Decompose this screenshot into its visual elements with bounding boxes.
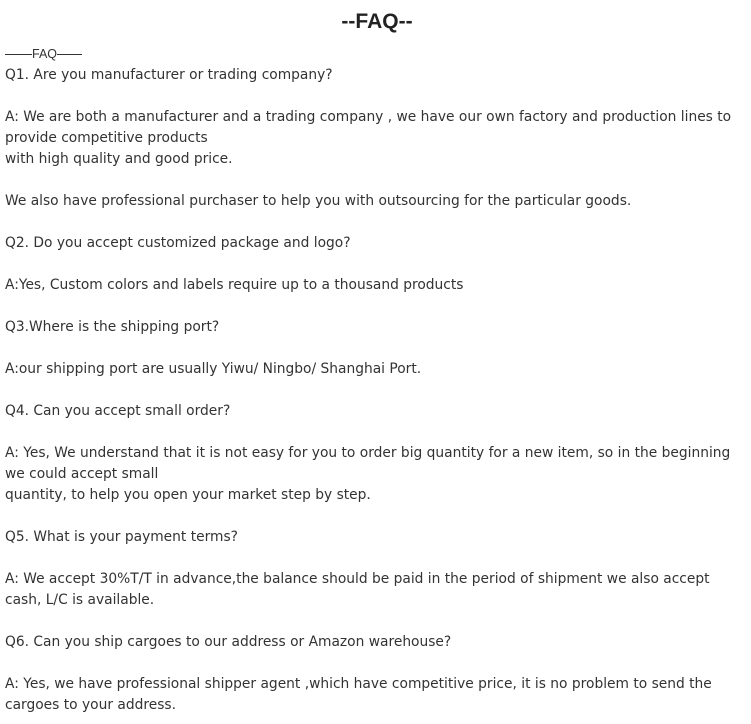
spacer — [5, 653, 749, 674]
faq-answer-5: A: We accept 30%T/T in advance,the balance should be paid in the period of shipment we also accept cash, L/C is available. — [5, 571, 710, 608]
faq-question-4: Q4. Can you accept small order? — [5, 403, 231, 419]
page-title: --FAQ-- — [341, 10, 413, 33]
label-rule-right — [57, 54, 82, 55]
faq-question-5: Q5. What is your payment terms? — [5, 529, 238, 545]
spacer — [5, 380, 749, 401]
spacer — [5, 548, 749, 569]
faq-answer-4-line-2: quantity, to help you open your market step by step. — [5, 487, 371, 503]
faq-question-6: Q6. Can you ship cargoes to our address or Amazon warehouse? — [5, 634, 452, 650]
faq-answer-6: A: Yes, we have professional shipper agent ,which have competitive price, it is no problem to send the cargoes to your address. — [5, 676, 712, 713]
faq-question-1: Q1. Are you manufacturer or trading company? — [5, 67, 333, 83]
faq-answer-1-line-1: A: We are both a manufacturer and a trading company , we have our own factory and production lines to provide competitive products — [5, 109, 732, 146]
spacer — [5, 296, 749, 317]
spacer — [5, 338, 749, 359]
faq-question-2: Q2. Do you accept customized package and logo? — [5, 235, 351, 251]
faq-label-text: FAQ — [32, 47, 58, 61]
spacer — [5, 611, 749, 632]
faq-page — [5, 0, 749, 716]
spacer — [5, 212, 749, 233]
spacer — [5, 170, 749, 191]
spacer — [5, 254, 749, 275]
spacer — [5, 86, 749, 107]
faq-answer-2: A:Yes, Custom colors and labels require up to a thousand products — [5, 277, 464, 293]
spacer — [5, 422, 749, 443]
faq-answer-1-line-2: with high quality and good price. — [5, 151, 233, 167]
faq-answer-4-line-1: A: Yes, We understand that it is not easy for you to order big quantity for a new item, so in the beginning we could accept small — [5, 445, 731, 482]
faq-answer-1-extra: We also have professional purchaser to help you with outsourcing for the particular goods. — [5, 193, 632, 209]
faq-answer-3: A:our shipping port are usually Yiwu/ Ningbo/ Shanghai Port. — [5, 361, 422, 377]
faq-section-label — [5, 44, 749, 65]
label-rule-left — [5, 54, 32, 55]
faq-question-3: Q3.Where is the shipping port? — [5, 319, 220, 335]
spacer — [5, 506, 749, 527]
